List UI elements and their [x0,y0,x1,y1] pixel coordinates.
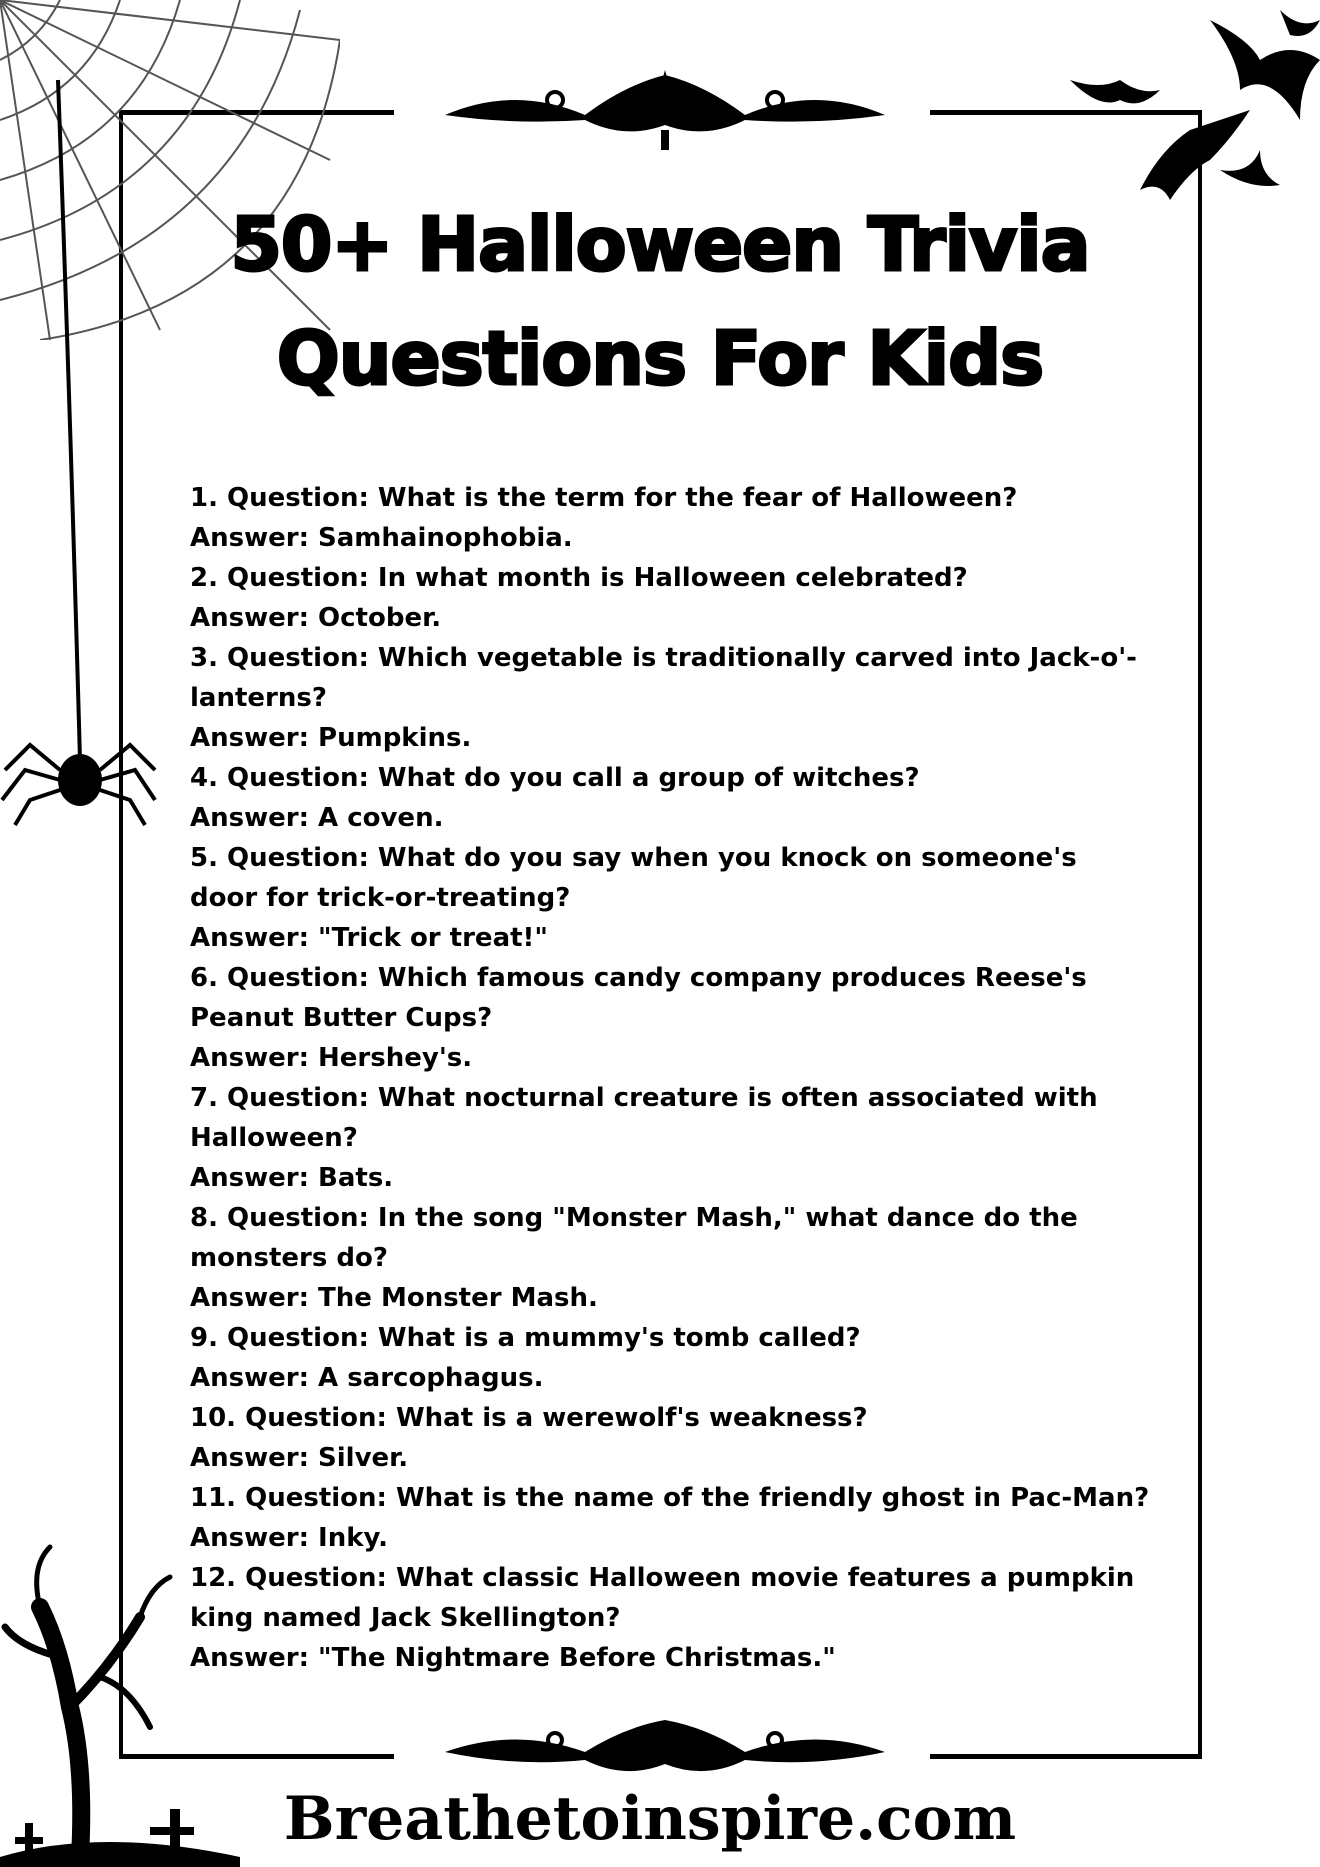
answer: Answer: "The Nightmare Before Christmas." [190,1643,836,1673]
site-footer: Breathetoinspire.com [283,1784,1017,1854]
question: 8. Question: In the song "Monster Mash," what dance do the monsters do? [190,1203,1078,1273]
question: 7. Question: What nocturnal creature is often associated with Halloween? [190,1083,1098,1153]
answer: Answer: The Monster Mash. [190,1283,598,1313]
question: 1. Question: What is the term for the fear of Halloween? [190,483,1018,513]
spider-icon [0,0,160,840]
question: 2. Question: In what month is Halloween celebrated? [190,563,968,593]
answer: Answer: October. [190,603,442,633]
question: 4. Question: What do you call a group of witches? [190,763,920,793]
answer: Answer: "Trick or treat!" [190,923,548,953]
answer: Answer: A sarcophagus. [190,1363,544,1393]
question: 12. Question: What classic Halloween movie features a pumpkin king named Jack Skellington? [190,1563,1135,1633]
ornament-top-icon [435,65,895,155]
question: 6. Question: Which famous candy company produces Reese's Peanut Butter Cups? [190,963,1087,1033]
question: 10. Question: What is a werewolf's weakness? [190,1403,868,1433]
answer: Answer: Inky. [190,1523,388,1553]
question: 11. Question: What is the name of the friendly ghost in Pac-Man? [190,1483,1150,1513]
answer: Answer: Silver. [190,1443,409,1473]
page-title-line1: 50+ Halloween Trivia [230,202,1090,288]
question: 3. Question: Which vegetable is traditionally carved into Jack-o'-lanterns? [190,643,1137,713]
page-title-line2: Questions For Kids [276,316,1044,402]
question: 5. Question: What do you say when you knock on someone's door for trick-or-treating? [190,843,1077,913]
answer: Answer: Bats. [190,1163,394,1193]
answer: Answer: Pumpkins. [190,723,472,753]
answer: Answer: Samhainophobia. [190,523,573,553]
answer: Answer: A coven. [190,803,444,833]
answer: Answer: Hershey's. [190,1043,473,1073]
question: 9. Question: What is a mummy's tomb called? [190,1323,861,1353]
trivia-list [190,478,1150,1678]
ornament-bottom-icon [435,1712,895,1792]
bats-icon [1060,0,1320,230]
frame-bottom-right [930,1754,1202,1759]
